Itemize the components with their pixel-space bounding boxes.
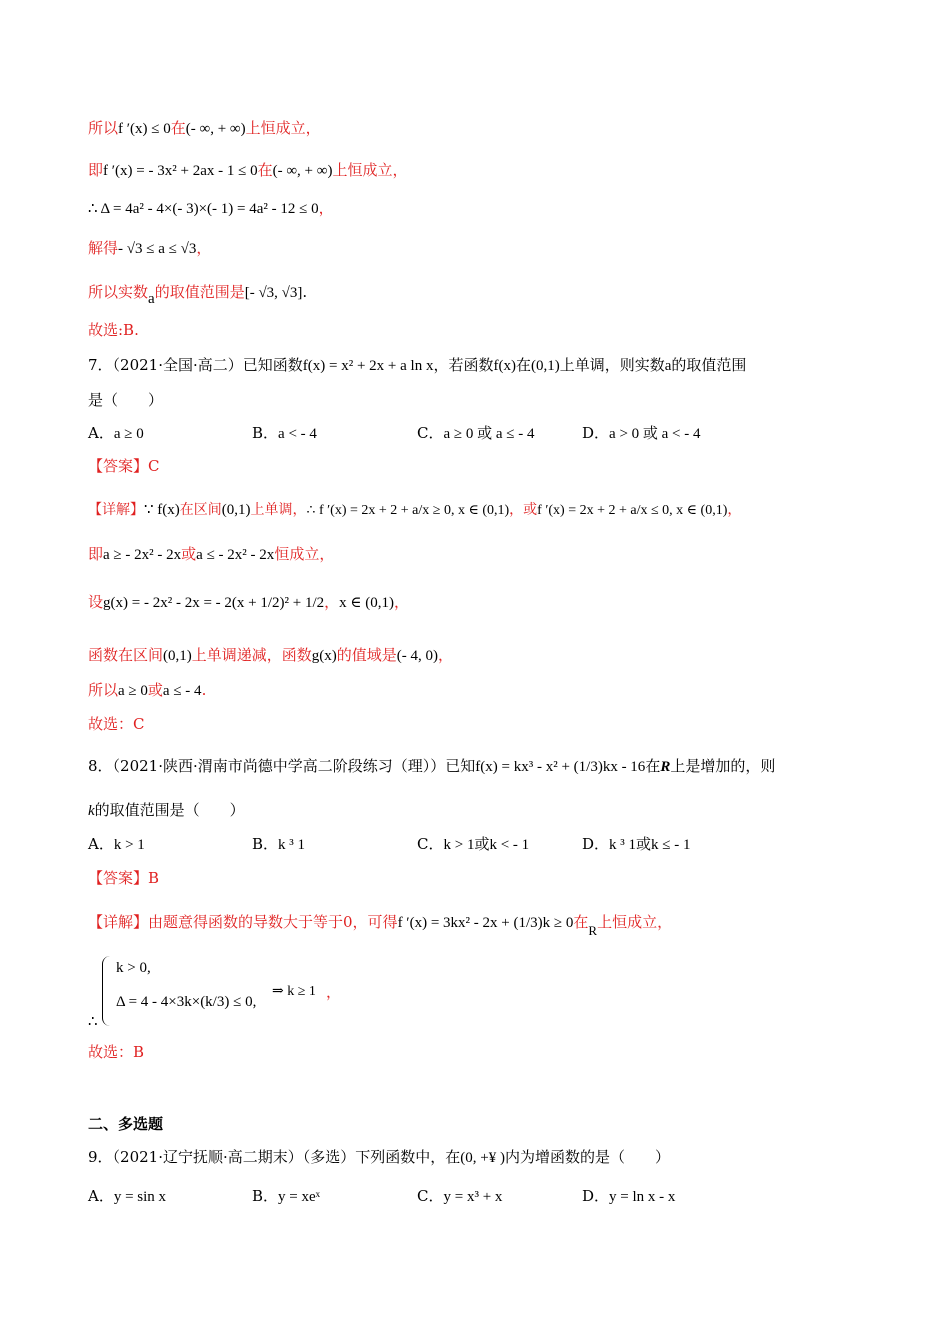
text: 的取值范围是 (154, 283, 245, 301)
sol6-line3 (88, 198, 334, 219)
punctuation: ， (326, 983, 342, 1001)
text: 函数在区间 (88, 646, 164, 664)
q7-stem-line2: 是（ ） (88, 391, 164, 409)
math: ∵ f(x) (144, 502, 180, 518)
q7-detail-line5 (88, 680, 206, 701)
q7-stem-line1 (88, 355, 746, 376)
q9-option-a (88, 1186, 166, 1207)
text: 的取值范围是（ ） (94, 801, 245, 819)
option-value: y = sin x (113, 1189, 167, 1205)
left-brace (102, 956, 113, 1026)
sol6-line2 (88, 160, 407, 181)
q8-option-d (582, 834, 691, 855)
q8-option-c (417, 834, 529, 855)
math: ∴ Δ = 4a² - 4×(- 3)×(- 1) = 4a² - 12 ≤ 0 (88, 201, 319, 217)
option-value: a ≥ 0 (113, 426, 144, 442)
text: 的取值范围 (671, 356, 747, 374)
q8-answer (88, 868, 159, 888)
implies-result: ⇒ k ≥ 1 (272, 984, 316, 999)
sol6-line5 (88, 282, 308, 307)
option-value: k ³ 1或k ≤ - 1 (609, 837, 691, 853)
option-label: B． (252, 424, 279, 442)
q7-option-b (252, 423, 317, 444)
option-label: D． (582, 424, 610, 442)
text: ，或 (509, 502, 538, 518)
q7-conclusion: 故选：C (88, 715, 145, 733)
option-label: A． (88, 835, 114, 853)
text: 上单调， (250, 502, 307, 518)
text: 的值域是 (336, 646, 397, 664)
text: . (201, 681, 207, 699)
option-label: C． (417, 424, 444, 442)
option-label: C． (417, 1187, 444, 1205)
math: f(x) = kx³ - x² + (1/3)kx - 16 (475, 759, 646, 775)
q9-stem (88, 1147, 670, 1168)
text: 上恒成立， (245, 119, 321, 137)
text: 9．（2021·辽宁抚顺·高二期末）（多选）下列函数中，在 (88, 1148, 461, 1166)
math: (- ∞, + ∞) (272, 163, 333, 179)
option-value: k > 1 (113, 837, 145, 853)
math: (0,1) (163, 648, 192, 664)
text: 在 (645, 757, 661, 775)
option-value: a > 0 或 a < - 4 (609, 426, 701, 442)
text: 上是增加的，则 (670, 757, 776, 775)
text: 由题意得函数的导数大于等于0，可得 (148, 913, 398, 931)
option-value: k ³ 1 (278, 837, 306, 853)
text: 7．（2021·全国·高二）已知函数 (88, 356, 303, 374)
option-value: y = xeˣ (278, 1189, 320, 1205)
math: - √3 ≤ a ≤ √3 (118, 241, 197, 257)
section-heading: 二、多选题 (88, 1115, 164, 1133)
q9-option-d (582, 1186, 675, 1207)
math: k (88, 803, 95, 819)
text: 上恒成立， (597, 913, 673, 931)
text: ， (727, 502, 742, 518)
math: f(x) (493, 358, 516, 374)
answer-value: B (148, 869, 160, 887)
answer-tag: 【答案】 (88, 457, 149, 475)
text: 上单调递减，函数 (191, 646, 312, 664)
math: R (588, 923, 598, 938)
text: 上单调，则实数 (559, 356, 665, 374)
text: 或 (147, 681, 163, 699)
math: (0, +¥ ) (460, 1150, 505, 1166)
math: a ≤ - 2x² - 2x (196, 547, 275, 563)
q7-option-a (88, 423, 144, 444)
system-line1: k > 0, (116, 960, 151, 976)
text: ， (394, 593, 410, 611)
answer-tag: 【答案】 (88, 869, 149, 887)
math: f(x) = x² + 2x + a ln x (302, 358, 434, 374)
text: 在 (573, 913, 589, 931)
option-label: C． (417, 835, 444, 853)
text: 解得 (88, 239, 119, 257)
q8-option-b (252, 834, 305, 855)
option-label: A． (88, 1187, 114, 1205)
math: f ′(x) ≤ 0 (118, 121, 171, 137)
text: 在 (515, 356, 531, 374)
option-label: D． (582, 1187, 610, 1205)
text: ， (318, 199, 334, 217)
text: 恒成立， (274, 545, 335, 563)
q9-option-c (417, 1186, 502, 1207)
text: 内为增函数的是（ ） (504, 1148, 670, 1166)
detail-tag: 【详解】 (88, 913, 149, 931)
math: R (660, 759, 671, 775)
math: (0,1) (530, 358, 560, 374)
text: 所以 (88, 119, 119, 137)
math: a (148, 291, 155, 307)
text: 在区间 (179, 502, 222, 518)
sol6-line4 (88, 238, 211, 259)
q7-detail-line4 (88, 645, 453, 666)
text: ， (196, 239, 212, 257)
option-label: B． (252, 835, 279, 853)
option-value: y = x³ + x (443, 1189, 503, 1205)
text: 所以 (88, 681, 119, 699)
math: (- 4, 0) (396, 648, 439, 664)
text: ， (324, 593, 340, 611)
math: (0,1) (221, 502, 251, 518)
q7-answer (88, 456, 160, 476)
answer-value: C (148, 457, 160, 475)
text: . (302, 283, 308, 301)
sol6-conclusion: 故选:B. (88, 321, 139, 339)
text: 即 (88, 161, 104, 179)
q7-option-c (417, 423, 535, 444)
text: 8．（2021·陕西·渭南市尚德中学高二阶段练习（理））已知 (88, 757, 476, 775)
math: ∴ f ′(x) = 2x + 2 + a/x ≥ 0, x ∈ (0,1) (306, 503, 510, 518)
q8-detail-line1 (88, 912, 673, 938)
q8-stem-line2 (88, 800, 245, 821)
option-value: a < - 4 (278, 426, 317, 442)
text: 在 (170, 119, 186, 137)
q7-option-d (582, 423, 701, 444)
math: [- √3, √3] (244, 285, 303, 301)
text: 设 (88, 593, 104, 611)
math: a ≤ - 4 (162, 683, 202, 699)
math: f ′(x) = 2x + 2 + a/x ≤ 0, x ∈ (0,1) (537, 503, 728, 518)
math: x ∈ (0,1) (339, 595, 395, 611)
text: 在 (257, 161, 273, 179)
text: ， (438, 646, 454, 664)
q8-equation-system (102, 956, 282, 1026)
option-value: k > 1或k < - 1 (443, 837, 530, 853)
option-label: B． (252, 1187, 279, 1205)
math: f ′(x) = 3kx² - 2x + (1/3)k ≥ 0 (397, 915, 574, 931)
text: 上恒成立， (332, 161, 408, 179)
option-label: A． (88, 424, 114, 442)
q7-detail-line3 (88, 592, 409, 613)
math: f ′(x) = - 3x² + 2ax - 1 ≤ 0 (103, 163, 258, 179)
text: 所以实数 (88, 283, 149, 301)
math: g(x) (311, 648, 337, 664)
q7-detail-line1 (88, 500, 741, 521)
math: a ≥ - 2x² - 2x (103, 547, 182, 563)
system-line2: Δ = 4 - 4×3k×(k/3) ≤ 0, (116, 994, 257, 1010)
detail-tag: 【详解】 (88, 502, 144, 518)
text: 或 (181, 545, 197, 563)
q7-detail-line2 (88, 544, 334, 565)
q8-option-a (88, 834, 145, 855)
option-value: a ≥ 0 或 a ≤ - 4 (443, 426, 535, 442)
text: ，若函数 (433, 356, 494, 374)
text: 即 (88, 545, 104, 563)
option-value: y = ln x - x (609, 1189, 676, 1205)
therefore-symbol: ∴ (88, 1014, 98, 1030)
math: a ≥ 0 (118, 683, 148, 699)
q9-option-b (252, 1186, 320, 1207)
q8-stem-line1 (88, 756, 775, 777)
math: a (664, 358, 672, 374)
q8-conclusion: 故选：B (88, 1043, 145, 1061)
option-label: D． (582, 835, 610, 853)
math: (- ∞, + ∞) (185, 121, 246, 137)
sol6-line1 (88, 118, 321, 139)
math: g(x) = - 2x² - 2x = - 2(x + 1/2)² + 1/2 (103, 595, 325, 611)
